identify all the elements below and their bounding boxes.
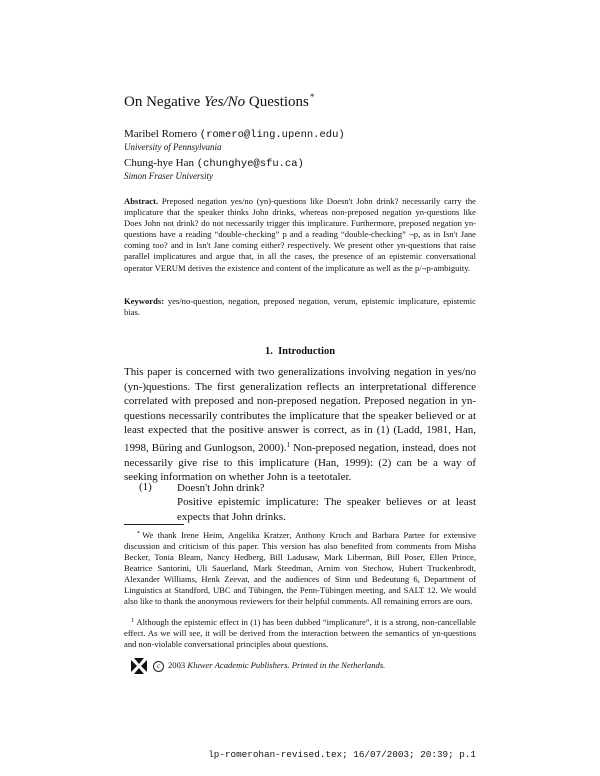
author-2-affiliation: Simon Fraser University bbox=[124, 171, 213, 181]
author-1-name: Maribel Romero bbox=[124, 128, 198, 140]
title-text-pre: On Negative bbox=[124, 94, 204, 110]
footnote-ref-1[interactable]: 1 bbox=[286, 440, 291, 449]
title-text-italic: Yes/No bbox=[203, 94, 246, 110]
example-question: Doesn't John drink? bbox=[177, 482, 265, 494]
intro-paragraph bbox=[124, 365, 476, 485]
footnote-star bbox=[124, 528, 476, 607]
footnote-star-text: We thank Irene Heim, Angelika Kratzer, Anthony Kroch and Barbara Partee for extensive discussion and criticism of this paper. This version has also benefited from comments from Misha Becker, Tonia Bleam, Nancy Hedberg, Bill Ladusaw, Mark Liberman, Bill Poser, Ellen Prince, Beatrice Santorini, Uli Sauerland, Mark Steedman, Arnim von Stechow, Hubert Truckenbrodt, Alexander Williams, Henk Zeevat, and the audiences of Sinn und Bedeutung 6, Department of Linguistics at Standford, UBC and Tübingen, the Penn-Tübingen meeting, and SALT 12. We would also like to thank the anonymous reviewers for their helpful comments. All remaining errors are ours. bbox=[124, 530, 476, 606]
abstract bbox=[124, 196, 476, 274]
running-footer: lp-romerohan-revised.tex; 16/07/2003; 20:39; p.1 bbox=[208, 749, 476, 760]
footnote-rule bbox=[124, 524, 184, 525]
copyright-publisher: Kluwer Academic Publishers. bbox=[187, 660, 290, 670]
paper-title bbox=[124, 92, 314, 111]
title-footnote-mark: * bbox=[309, 92, 315, 102]
footnote-1 bbox=[124, 615, 476, 650]
intro-text-2: Non-preposed negation, instead, does not necessarily give rise to this implicature (Han, 1999): (2) can be a way of seeking information on whether John is a teetotaler. bbox=[124, 441, 476, 484]
section-number: 1. bbox=[264, 346, 273, 357]
section-heading bbox=[124, 346, 476, 357]
example-content bbox=[177, 481, 476, 524]
section-title: Introduction bbox=[278, 346, 336, 357]
abstract-text: Preposed negation yes/no (yn)-questions like Doesn't John drink? necessarily carry the implicature that the speaker thinks John drinks, whereas non-preposed negation yn-questions like Does John not drink? do not necessarily trigger this implicature. Furthermore, preposed negation yn-questions have a reading “double-checking” p and a reading “double-checking” ¬p, as in Isn't Jane coming too? and in Isn't Jane coming either? respectively. We present other yn-questions that raise parallel implicatures and argue that, in all the cases, the presence of an epistemic conversational operator VERUM derives the existence and content of the implicature as well as the p/¬p-ambiguity. bbox=[124, 196, 476, 273]
copyright-printed: Printed in the Netherlands. bbox=[291, 660, 386, 670]
author-1-email: (romero@ling.upenn.edu) bbox=[199, 129, 345, 141]
copyright-icon: c bbox=[153, 661, 164, 672]
author-2-email: (chunghye@sfu.ca) bbox=[196, 158, 304, 170]
abstract-label: Abstract. bbox=[124, 196, 159, 206]
publisher-logo-icon bbox=[129, 656, 149, 676]
author-2-name: Chung-hye Han bbox=[124, 157, 194, 169]
copyright-year: 2003 bbox=[168, 660, 186, 670]
author-1-affiliation: University of Pennsylvania bbox=[124, 142, 222, 152]
footnote-1-text: Although the epistemic effect in (1) has been dubbed “implicature”, it is a strong, non-cancellable effect. As we will see, it will be derived from the interaction between the semantics of yn-questions and non-violable conversational principles about questions. bbox=[124, 617, 476, 649]
footnote-1-mark: 1 bbox=[131, 617, 135, 624]
author-2 bbox=[124, 157, 304, 170]
keywords-label: Keywords: bbox=[124, 296, 165, 306]
example-number: (1) bbox=[139, 481, 152, 493]
keywords-text: yes/no-question, negation, preposed negation, verum, epistemic implicature, epistemic bias. bbox=[124, 296, 476, 318]
author-1 bbox=[124, 128, 345, 141]
keywords bbox=[124, 296, 476, 318]
intro-text-1: This paper is concerned with two generalizations involving negation in yes/no (yn-)questions. The first generalization reflects an interpretational difference correlated with preposed and non-preposed negation. Preposed negation in yn-questions necessarily contributes the implicature that the speaker believed or at least expected that the positive answer is correct, as in (1) (Ladd, 1981, Han, 1998, Büring and Gunlogson, 2000). bbox=[124, 366, 476, 454]
title-text-post: Questions bbox=[245, 94, 309, 110]
example-implicature: Positive epistemic implicature: The speaker believes or at least expects that John drinks. bbox=[177, 496, 476, 523]
footnote-star-mark: * bbox=[136, 530, 141, 537]
copyright-line bbox=[153, 660, 385, 672]
